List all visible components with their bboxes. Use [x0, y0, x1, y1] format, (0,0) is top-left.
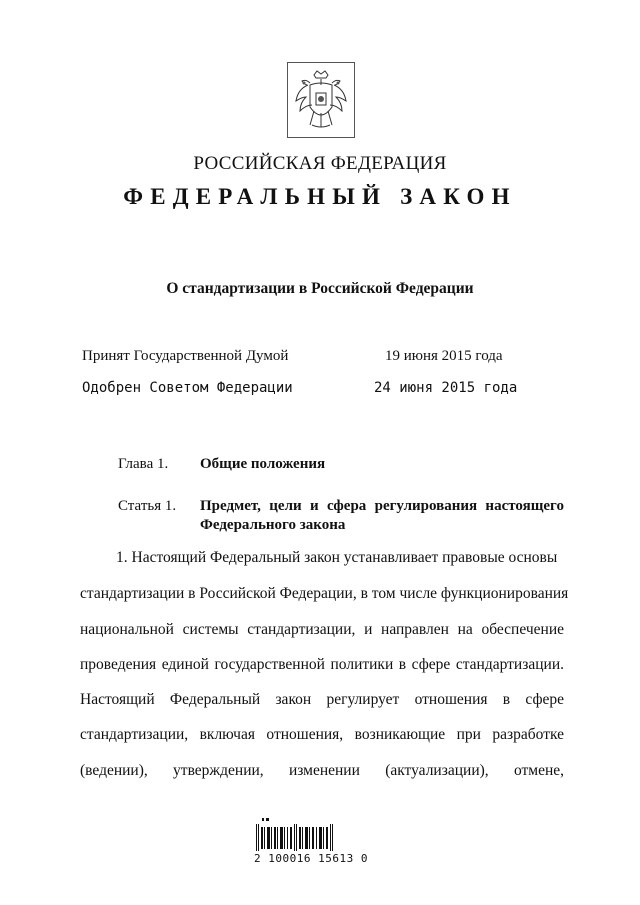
chapter-label: Глава 1. [118, 456, 169, 472]
approved-label: Одобрен Советом Федерации [82, 380, 293, 396]
body-line: проведения единой государственной политики в сфере стандартизации. [80, 656, 564, 673]
law-title: О стандартизации в Российской Федерации [166, 280, 474, 297]
body-line: национальной системы стандартизации, и направлен на обеспечение [80, 621, 564, 638]
chapter-title: Общие положения [200, 456, 326, 472]
adopted-date: 19 июня 2015 года [385, 348, 503, 364]
body-line: стандартизации в Российской Федерации, в том числе функционирования [80, 585, 569, 602]
body-line: Настоящий Федеральный закон регулирует отношения в сфере [80, 691, 564, 708]
body-line: 1. Настоящий Федеральный закон устанавливает правовые основы [116, 549, 558, 566]
body-line: стандартизации, включая отношения, возникающие при разработке [80, 726, 564, 743]
barcode-icon [256, 818, 336, 851]
adopted-label: Принят Государственной Думой [82, 348, 289, 364]
body-line: (ведении), утверждении, изменении (актуализации), отмене, [80, 762, 564, 779]
barcode-number: 2 100016 15613 0 [254, 852, 368, 865]
double-headed-eagle-emblem-icon [292, 67, 350, 133]
article-title: Предмет, цели и сфера регулирования настоящего Федерального закона [200, 498, 564, 533]
approved-date: 24 июня 2015 года [374, 380, 518, 396]
country-name: РОССИЙСКАЯ ФЕДЕРАЦИЯ [193, 153, 447, 174]
coat-of-arms-frame [287, 62, 355, 138]
document-type-heading: ФЕДЕРАЛЬНЫЙ ЗАКОН [123, 184, 517, 209]
article-label: Статья 1. [118, 498, 177, 514]
